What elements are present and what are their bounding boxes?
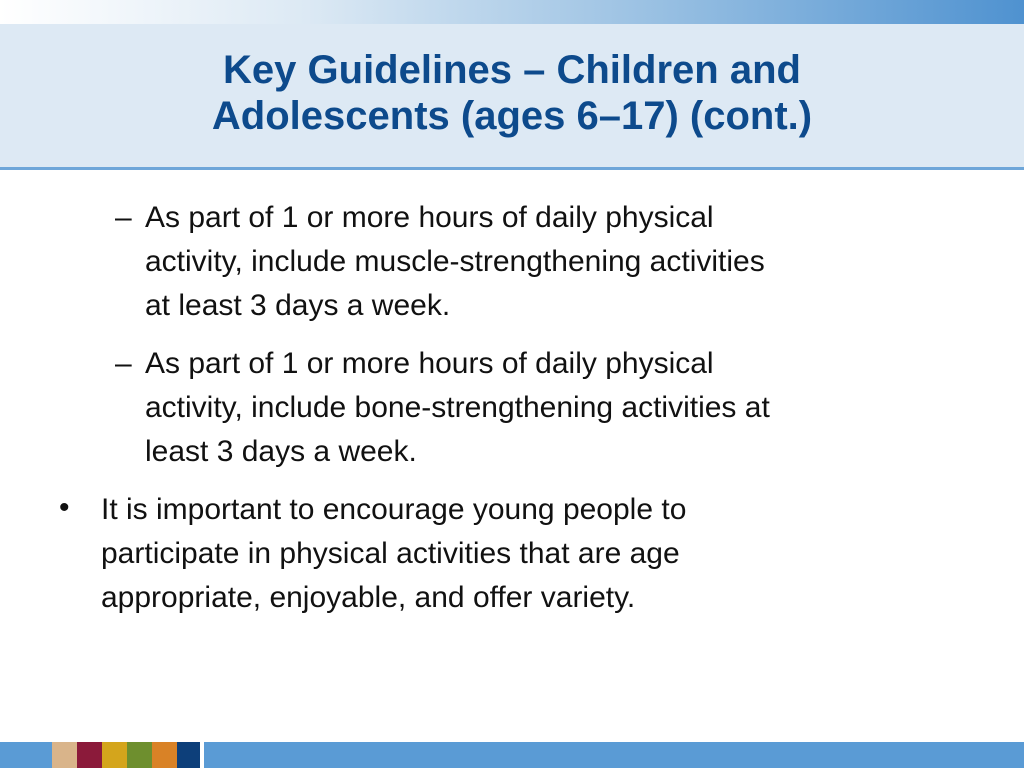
bullet-dot-icon: • (59, 491, 70, 524)
slide-title-line-2: Adolescents (ages 6–17) (cont.) (211, 94, 813, 138)
footer-block (200, 742, 204, 768)
dash-marker: – (115, 347, 132, 380)
bullet-encourage (59, 488, 901, 620)
footer-block (102, 742, 127, 768)
sub-bullet-line: least 3 days a week. (145, 435, 417, 468)
sub-bullet-bone (115, 342, 975, 474)
bullet-line: It is important to encourage young people to (101, 493, 687, 526)
bullet-line: participate in physical activities that are age (101, 537, 680, 570)
sub-bullet-line: As part of 1 or more hours of daily physical (145, 201, 714, 234)
footer-block (152, 742, 177, 768)
top-gradient-bar (0, 0, 1024, 24)
bullet-line: appropriate, enjoyable, and offer variety. (101, 581, 636, 614)
dash-marker: – (115, 201, 132, 234)
footer-block (77, 742, 102, 768)
sub-bullet-muscle (115, 196, 975, 328)
slide-title-line-1: Key Guidelines – Children and (223, 48, 801, 92)
footer-color-blocks (0, 742, 204, 768)
slide-title (0, 47, 1024, 139)
sub-bullet-line: activity, include muscle-strengthening activities (145, 245, 765, 278)
footer-block (177, 742, 200, 768)
sub-bullet-line: activity, include bone-strengthening activities at (145, 391, 770, 424)
footer-block (127, 742, 152, 768)
sub-bullet-line: As part of 1 or more hours of daily physical (145, 347, 714, 380)
footer-block (0, 742, 52, 768)
sub-bullet-line: at least 3 days a week. (145, 289, 451, 322)
footer-block (52, 742, 77, 768)
